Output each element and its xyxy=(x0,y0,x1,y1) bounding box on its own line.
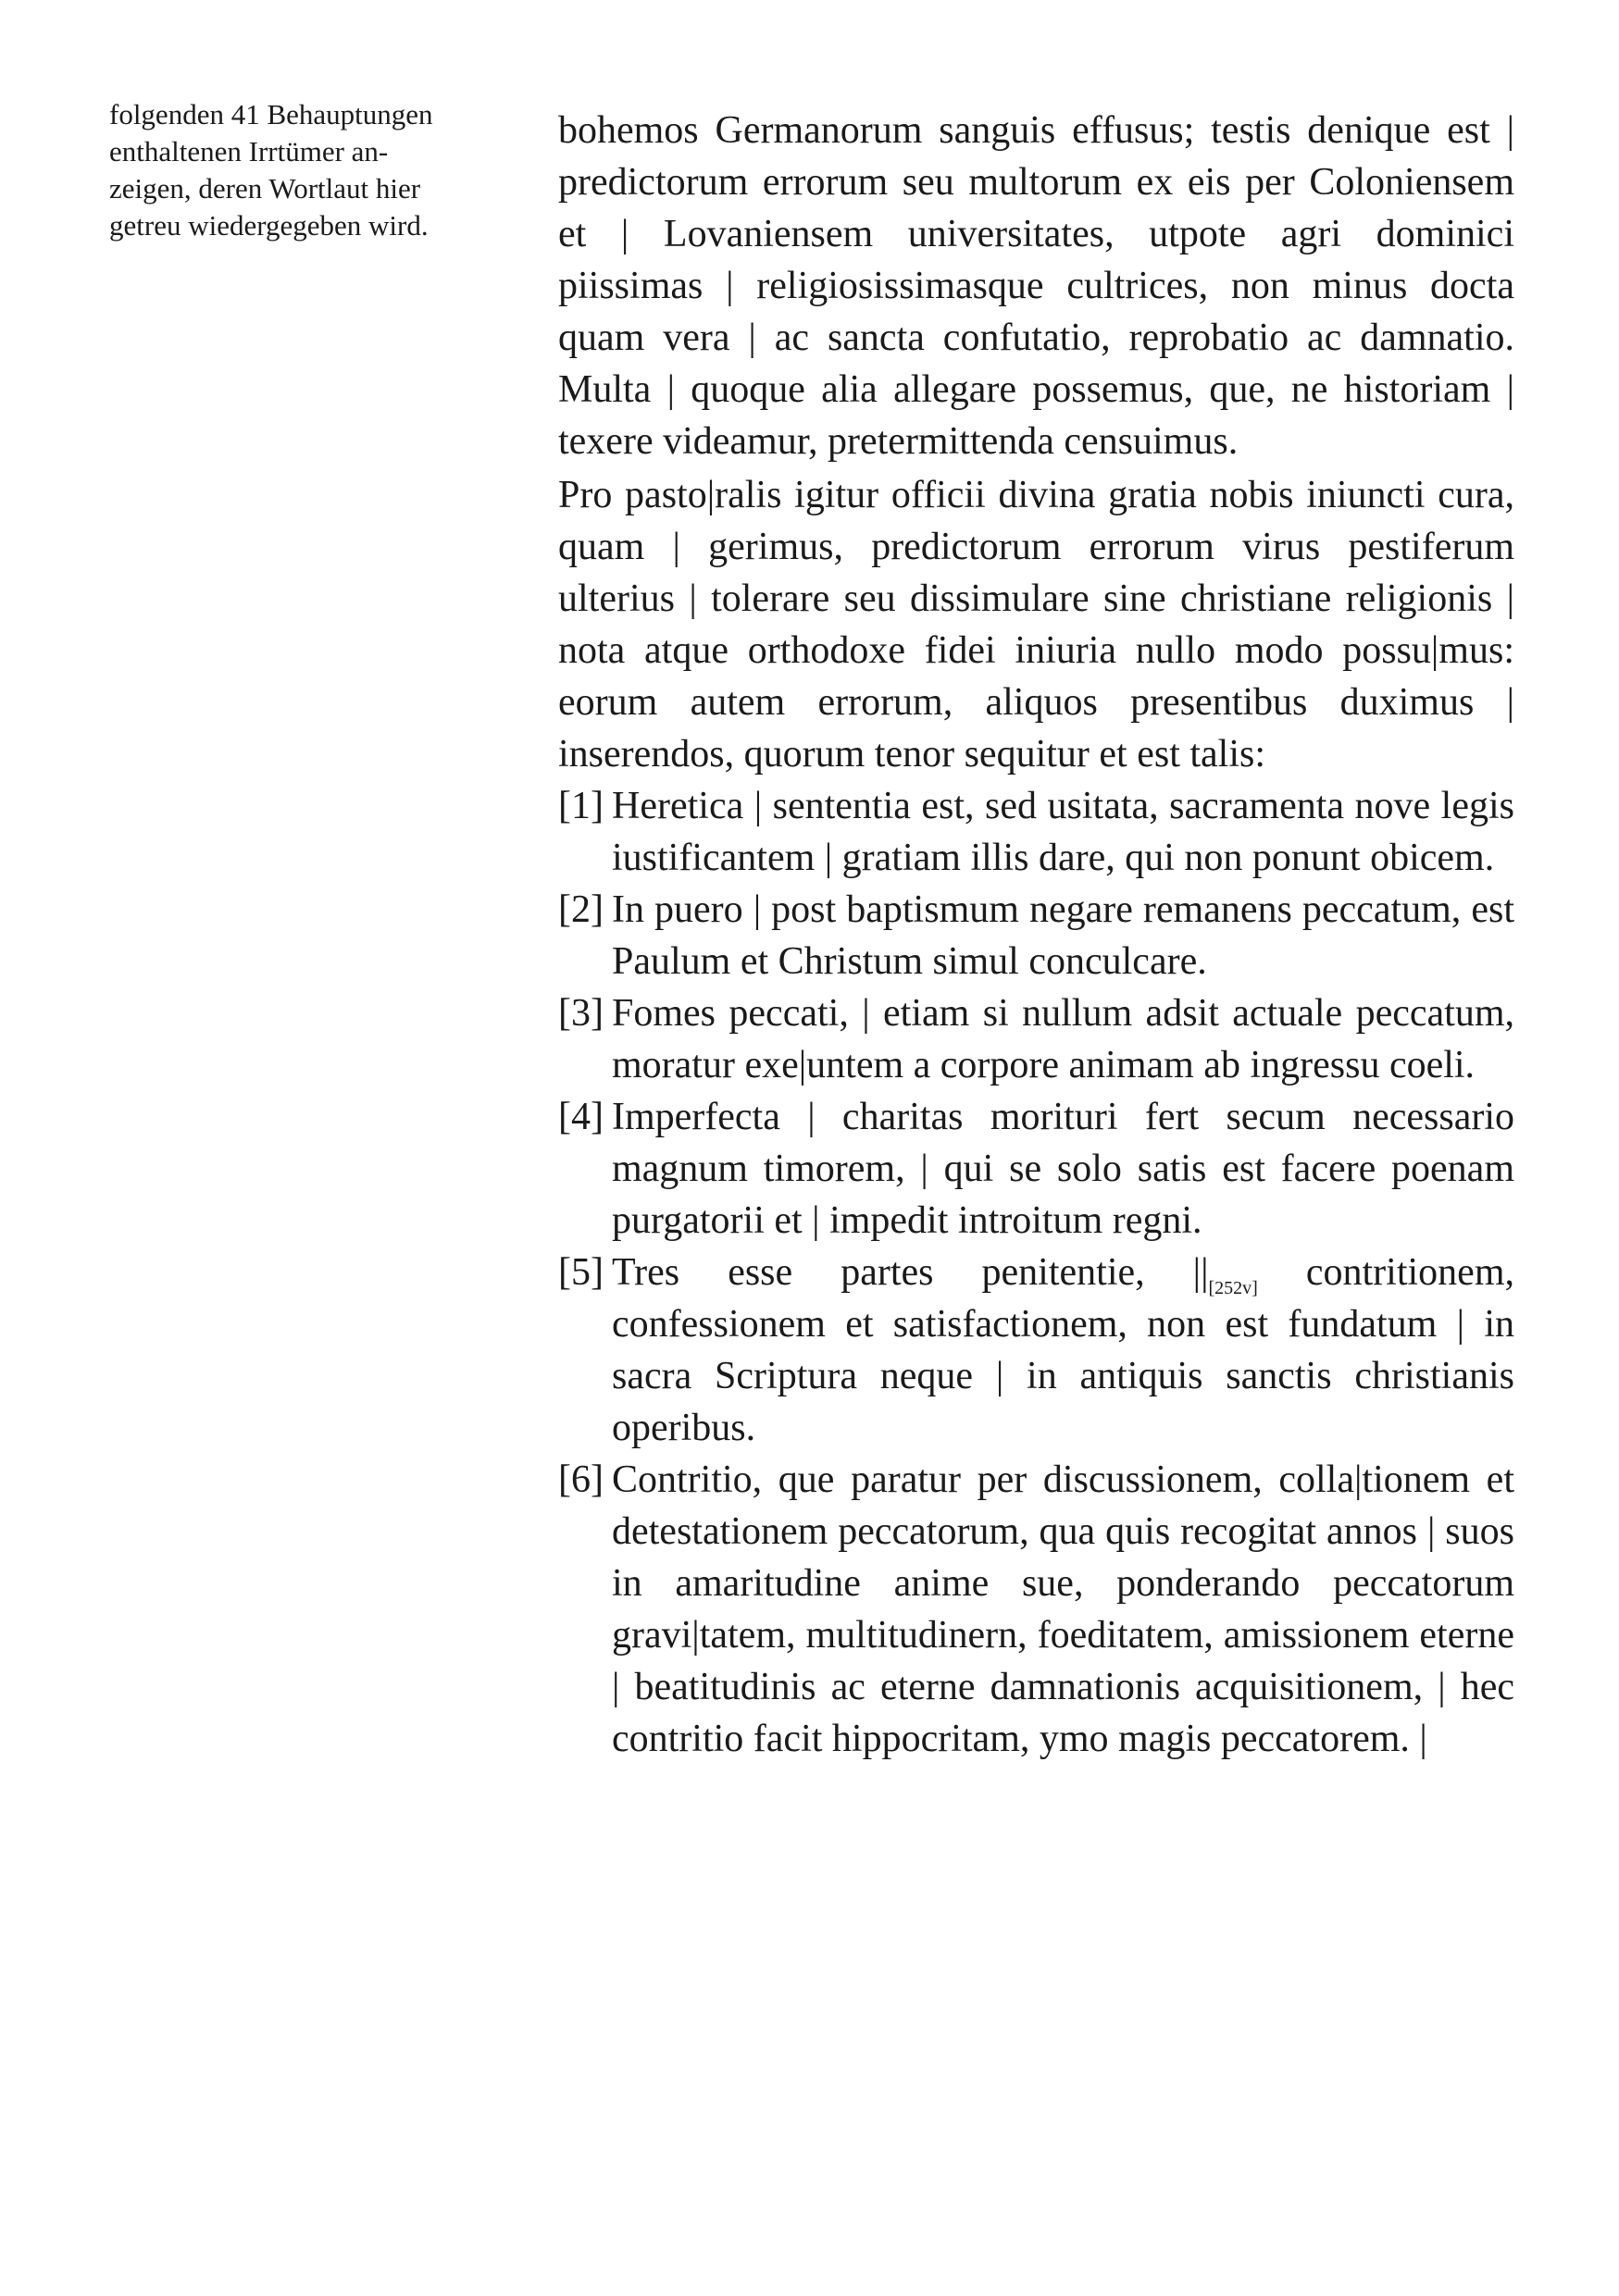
list-item-3 xyxy=(558,987,1514,1091)
item-text: In puero | post baptismum negare remanens peccatum, est Paulum et Christum simul conculcare. xyxy=(612,888,1514,983)
item-number: [1] xyxy=(558,785,604,827)
margin-note-line: getreu wiedergegeben wird. xyxy=(109,209,429,242)
item-text: Contritio, que paratur per discussionem, colla|tionem et detestationem peccatorum, qua quis recogitat annos | suos in amaritudine anime sue, ponderando peccatorum gravi|tatem, multitudinern, foeditatem, amissionem eterne | beatitudinis ac eterne damnationis acquisitionem, | hec contritio facit hippocritam, ymo magis peccatorem. | xyxy=(612,1458,1514,1760)
item-number: [6] xyxy=(558,1458,604,1501)
item-number: [2] xyxy=(558,888,604,931)
paragraph-2: Pro pasto|ralis igitur officii divina gratia nobis iniuncti cura, quam | gerimus, predictorum errorum virus pestiferum ulterius | tolerare seu dissimulare sine christiane religionis | nota atque orthodoxe fidei iniuria nullo modo possu|mus: eorum autem errorum, aliquos presentibus duximus | inserendos, quorum tenor sequitur et est talis: xyxy=(558,474,1514,776)
list-item-1 xyxy=(558,780,1514,884)
item-number: [4] xyxy=(558,1096,604,1138)
item-text xyxy=(612,1247,1514,1454)
margin-note-line: folgenden 41 Behauptungen xyxy=(109,98,433,130)
margin-note xyxy=(109,96,507,244)
list-item-2 xyxy=(558,884,1514,987)
main-text xyxy=(558,105,1514,1765)
list-item-6 xyxy=(558,1454,1514,1765)
item-text: Heretica | sententia est, sed usitata, sacramenta nove legis iustificantem | gratiam illis dare, qui non ponunt obicem. xyxy=(612,785,1514,879)
margin-note-line: zeigen, deren Wortlaut hier xyxy=(109,172,421,205)
list-item-4 xyxy=(558,1091,1514,1247)
margin-note-line: enthaltenen Irrtümer an- xyxy=(109,135,389,168)
item-text-before-folio: Tres esse partes penitentie, || xyxy=(612,1251,1209,1294)
item-text-after-folio: contritionem, confessionem et satisfactionem, non est fundatum | in sacra Scriptura neque | in antiquis sanctis christianis operibus. xyxy=(612,1251,1514,1449)
list-item-5 xyxy=(558,1247,1514,1454)
error-list xyxy=(558,780,1514,1765)
item-text: Fomes peccati, | etiam si nullum adsit actuale peccatum, moratur exe|untem a corpore animam ab ingressu coeli. xyxy=(612,992,1514,1086)
item-number: [5] xyxy=(558,1251,604,1294)
item-text: Imperfecta | charitas morituri fert secum necessario magnum timorem, | qui se solo satis est facere poenam purgatorii et | impedit introitum regni. xyxy=(612,1096,1514,1242)
paragraph-1: bohemos Germanorum sanguis effusus; testis denique est | predictorum errorum seu multorum ex eis per Coloniensem et | Lovaniensem universitates, utpote agri dominici piissimas | religiosissimasque cultrices, non minus docta quam vera | ac sancta confutatio, reprobatio ac damnatio. Multa | quoque alia allegare possemus, que, ne historiam | texere videamur, pretermittenda censuimus. xyxy=(558,109,1514,463)
item-number: [3] xyxy=(558,992,604,1035)
folio-marker: [252v] xyxy=(1208,1278,1258,1298)
